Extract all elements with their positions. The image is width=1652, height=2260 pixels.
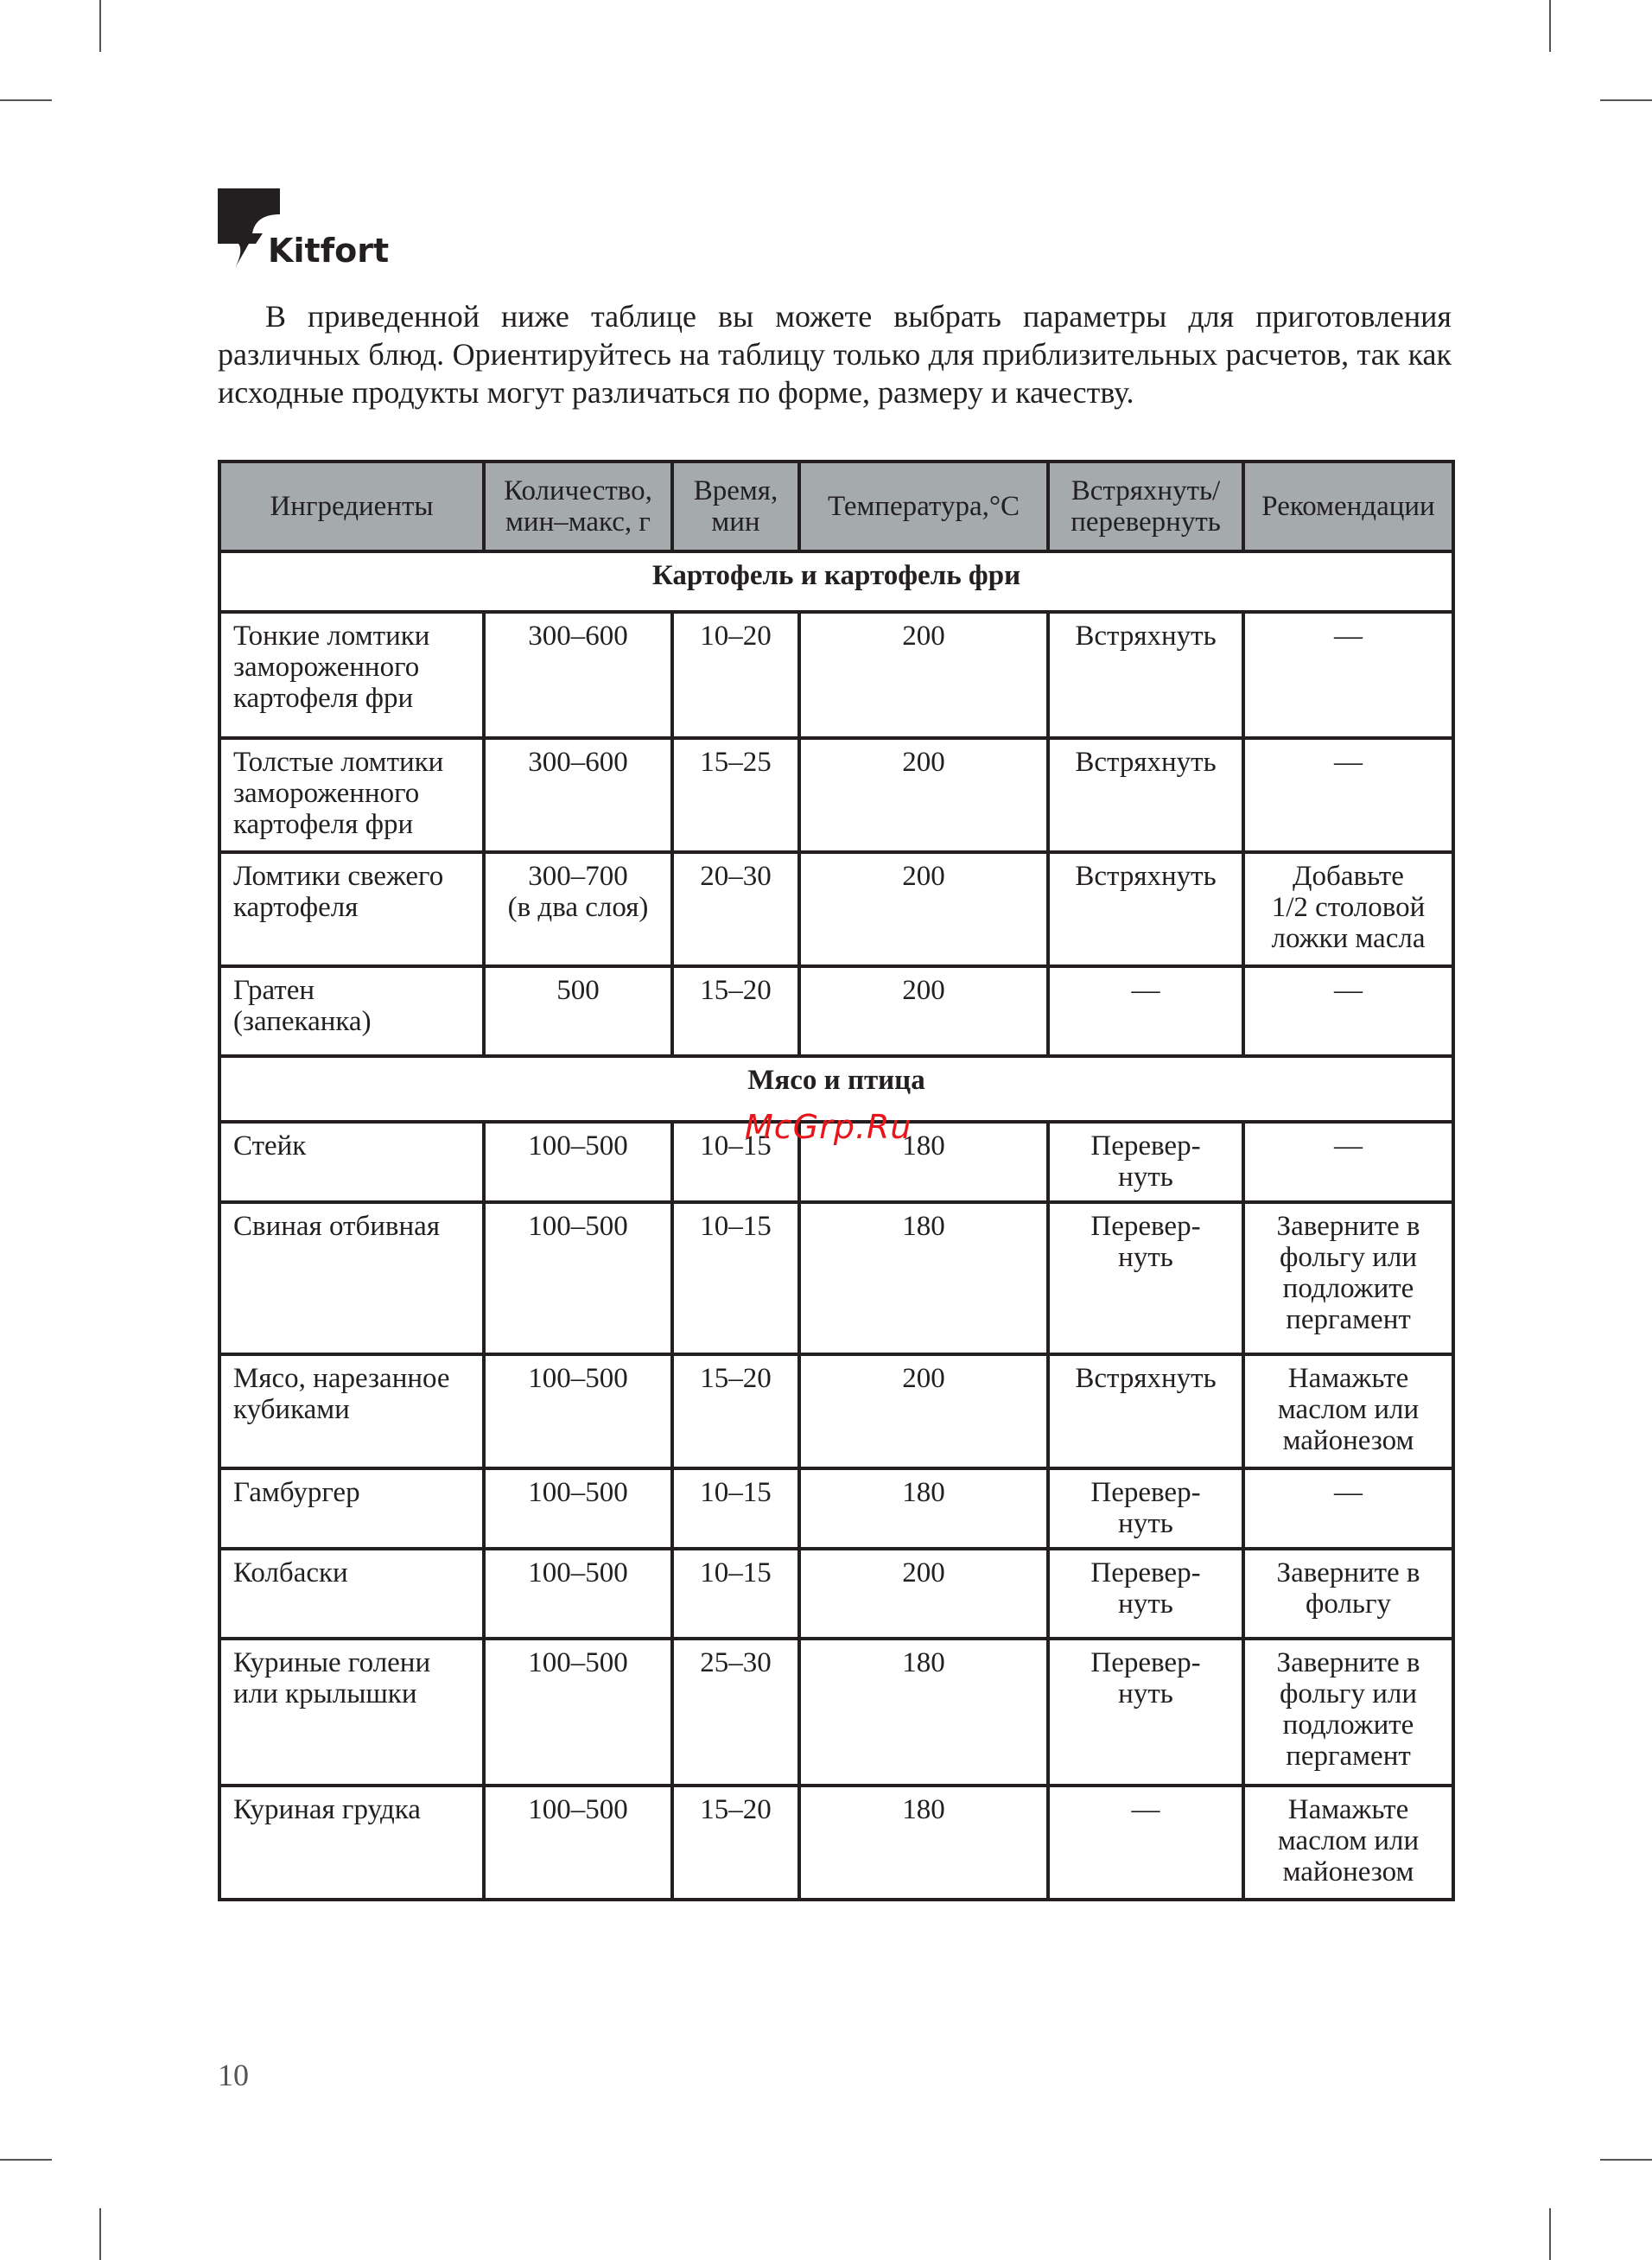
cell-action: Встряхнуть	[1048, 738, 1243, 852]
cell-temperature: 180	[799, 1202, 1048, 1354]
cell-time: 15–20	[672, 1354, 799, 1468]
cell-action: Перевер- нуть	[1048, 1549, 1243, 1639]
cell-temperature: 200	[799, 1549, 1048, 1639]
cell-time: 15–20	[672, 1786, 799, 1900]
cell-ingredient: Ломтики свежего картофеля	[219, 852, 484, 966]
cell-action: —	[1048, 966, 1243, 1056]
cell-recommendation: Намажьте маслом или майонезом	[1243, 1786, 1453, 1900]
cell-time: 25–30	[672, 1639, 799, 1786]
table-row	[219, 1354, 1453, 1468]
cell-recommendation: —	[1243, 612, 1453, 738]
cell-time: 10–15	[672, 1202, 799, 1354]
cell-quantity: 300–700 (в два слоя)	[484, 852, 672, 966]
header-quantity: Количество, мин–макс, г	[484, 462, 672, 551]
cell-ingredient: Свиная отбивная	[219, 1202, 484, 1354]
cell-action: —	[1048, 1786, 1243, 1900]
cell-ingredient: Гратен (запеканка)	[219, 966, 484, 1056]
cell-recommendation: —	[1243, 1122, 1453, 1202]
cell-time: 10–20	[672, 612, 799, 738]
cell-temperature: 200	[799, 852, 1048, 966]
cooking-table	[218, 460, 1455, 1901]
cell-action: Перевер- нуть	[1048, 1122, 1243, 1202]
table-row	[219, 1549, 1453, 1639]
cell-time: 10–15	[672, 1122, 799, 1202]
cell-temperature: 200	[799, 1354, 1048, 1468]
cell-recommendation: Заверните в фольгу или подложите пергамент	[1243, 1639, 1453, 1786]
cell-quantity: 100–500	[484, 1468, 672, 1549]
header-shake-flip: Встряхнуть/ перевернуть	[1048, 462, 1243, 551]
crop-mark	[99, 0, 101, 52]
crop-mark	[1600, 99, 1652, 101]
cell-ingredient: Куриная грудка	[219, 1786, 484, 1900]
cell-recommendation: —	[1243, 738, 1453, 852]
table-row	[219, 612, 1453, 738]
cell-action: Встряхнуть	[1048, 852, 1243, 966]
cell-ingredient: Толстые ломтики замороженного картофеля фри	[219, 738, 484, 852]
cell-temperature: 200	[799, 738, 1048, 852]
cell-time: 10–15	[672, 1549, 799, 1639]
crop-mark	[1549, 2208, 1551, 2260]
cell-temperature: 180	[799, 1639, 1048, 1786]
cell-quantity: 100–500	[484, 1202, 672, 1354]
header-time: Время, мин	[672, 462, 799, 551]
cell-recommendation: —	[1243, 966, 1453, 1056]
table-row	[219, 1786, 1453, 1900]
table-row	[219, 738, 1453, 852]
crop-mark	[0, 99, 52, 101]
page-number: 10	[218, 2058, 249, 2092]
cell-temperature: 180	[799, 1122, 1048, 1202]
cell-ingredient: Стейк	[219, 1122, 484, 1202]
header-ingredients: Ингредиенты	[219, 462, 484, 551]
table-row	[219, 852, 1453, 966]
cell-quantity: 100–500	[484, 1639, 672, 1786]
cell-quantity: 100–500	[484, 1786, 672, 1900]
cell-temperature: 180	[799, 1468, 1048, 1549]
cell-ingredient: Колбаски	[219, 1549, 484, 1639]
watermark: McGrp.Ru	[745, 1108, 912, 1146]
table-row	[219, 1468, 1453, 1549]
cell-recommendation: Заверните в фольгу или подложите пергамент	[1243, 1202, 1453, 1354]
cell-quantity: 100–500	[484, 1354, 672, 1468]
section-title: Картофель и картофель фри	[219, 551, 1453, 612]
cell-action: Перевер- нуть	[1048, 1639, 1243, 1786]
cell-ingredient: Куриные голени или крылышки	[219, 1639, 484, 1786]
table-row	[219, 966, 1453, 1056]
cell-time: 20–30	[672, 852, 799, 966]
crop-mark	[1549, 0, 1551, 52]
cell-recommendation: —	[1243, 1468, 1453, 1549]
cell-action: Встряхнуть	[1048, 612, 1243, 738]
cell-quantity: 500	[484, 966, 672, 1056]
cell-ingredient: Тонкие ломтики замороженного картофеля фри	[219, 612, 484, 738]
cell-action: Встряхнуть	[1048, 1354, 1243, 1468]
crop-mark	[1600, 2159, 1652, 2161]
cell-temperature: 200	[799, 612, 1048, 738]
cell-action: Перевер- нуть	[1048, 1468, 1243, 1549]
cell-quantity: 100–500	[484, 1549, 672, 1639]
cell-time: 10–15	[672, 1468, 799, 1549]
section-row	[219, 551, 1453, 612]
brand-name: Kitfort	[268, 232, 390, 270]
table-header-row	[219, 462, 1453, 551]
section-title: Мясо и птица	[219, 1056, 1453, 1122]
header-temperature: Температура,°C	[799, 462, 1048, 551]
cell-time: 15–25	[672, 738, 799, 852]
cell-recommendation: Намажьте маслом или майонезом	[1243, 1354, 1453, 1468]
table-row	[219, 1639, 1453, 1786]
cell-quantity: 100–500	[484, 1122, 672, 1202]
cell-action: Перевер- нуть	[1048, 1202, 1243, 1354]
cell-ingredient: Гамбургер	[219, 1468, 484, 1549]
header-recommendations: Рекомендации	[1243, 462, 1453, 551]
cell-temperature: 200	[799, 966, 1048, 1056]
cell-ingredient: Мясо, нарезанное кубиками	[219, 1354, 484, 1468]
cell-temperature: 180	[799, 1786, 1048, 1900]
cell-time: 15–20	[672, 966, 799, 1056]
intro-paragraph: В приведенной ниже таблице вы можете выбрать параметры для приготовления различных блюд. Ориентируйтесь на таблицу только для приблизительных расчетов, так как исходные продукты могут различаться по форме, размеру и качеству.	[218, 299, 1452, 410]
cell-quantity: 300–600	[484, 612, 672, 738]
crop-mark	[0, 2159, 52, 2161]
cell-recommendation: Заверните в фольгу	[1243, 1549, 1453, 1639]
cell-quantity: 300–600	[484, 738, 672, 852]
table-row	[219, 1202, 1453, 1354]
cell-recommendation: Добавьте 1/2 столовой ложки масла	[1243, 852, 1453, 966]
brand-logo	[218, 188, 391, 268]
crop-mark	[99, 2208, 101, 2260]
